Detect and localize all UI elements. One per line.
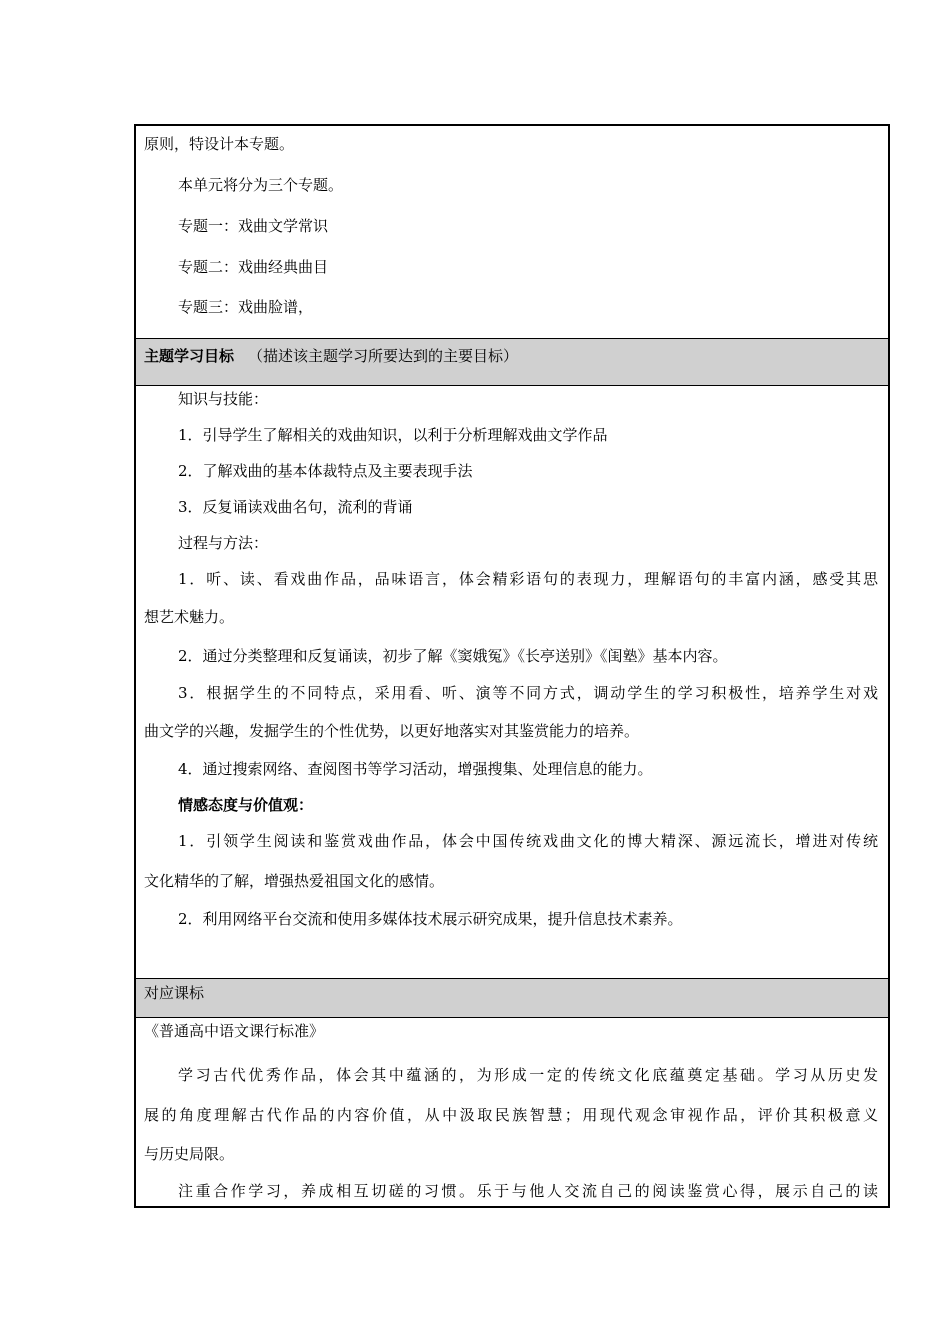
standards-reference: 《普通高中语文课行标准》 <box>144 1022 325 1040</box>
lesson-plan-table <box>134 124 890 1208</box>
goals-header-text <box>144 347 518 365</box>
standards-header-title: 对应课标 <box>144 984 205 1002</box>
process-item-3a: 3．根据学生的不同特点，采用看、听、演等不同方式，调动学生的学习积极性，培养学生对戏 <box>178 684 878 702</box>
standards-para-1b: 展的角度理解古代作品的内容价值，从中汲取民族智慧；用现代观念审视作品，评价其积极意义 <box>144 1106 878 1124</box>
knowledge-title: 知识与技能： <box>178 390 269 408</box>
topic-2: 专题二：戏曲经典曲目 <box>178 258 329 276</box>
standards-section <box>136 1018 888 1210</box>
standards-para-2a: 注重合作学习，养成相互切磋的习惯。乐于与他人交流自己的阅读鉴赏心得，展示自己的读 <box>178 1182 878 1200</box>
emotion-item-2: 2．利用网络平台交流和使用多媒体技术展示研究成果，提升信息技术素养。 <box>178 910 683 928</box>
knowledge-item-2: 2．了解戏曲的基本体裁特点及主要表现手法 <box>178 462 473 480</box>
process-title: 过程与方法： <box>178 534 269 552</box>
goals-header-note: （描述该主题学习所要达到的主要目标） <box>248 347 519 365</box>
standards-para-1c: 与历史局限。 <box>144 1145 235 1163</box>
process-item-3b: 曲文学的兴趣，发掘学生的个性优势，以更好地落实对其鉴赏能力的培养。 <box>144 722 640 740</box>
intro-line-2: 本单元将分为三个专题。 <box>178 176 344 194</box>
intro-line-1: 原则，特设计本专题。 <box>144 135 295 153</box>
topic-1: 专题一：戏曲文学常识 <box>178 217 329 235</box>
emotion-title: 情感态度与价值观： <box>178 796 314 814</box>
emotion-item-1b: 文化精华的了解，增强热爱祖国文化的感情。 <box>144 872 445 890</box>
process-item-4: 4．通过搜索网络、查阅图书等学习活动，增强搜集、处理信息的能力。 <box>178 760 653 778</box>
process-item-1b: 想艺术魅力。 <box>144 608 235 626</box>
emotion-item-1a: 1．引领学生阅读和鉴赏戏曲作品，体会中国传统戏曲文化的博大精深、源远流长，增进对传统 <box>178 832 878 850</box>
goals-header <box>136 338 888 386</box>
intro-section <box>136 126 888 338</box>
knowledge-item-3: 3．反复诵读戏曲名句，流利的背诵 <box>178 498 413 516</box>
topic-3: 专题三：戏曲脸谱， <box>178 298 314 316</box>
process-item-1a: 1．听、读、看戏曲作品，品味语言，体会精彩语句的表现力，理解语句的丰富内涵，感受其思 <box>178 570 878 588</box>
goals-header-title: 主题学习目标 <box>144 347 235 365</box>
standards-para-1a: 学习古代优秀作品，体会其中蕴涵的，为形成一定的传统文化底蕴奠定基础。学习从历史发 <box>178 1066 878 1084</box>
knowledge-item-1: 1．引导学生了解相关的戏曲知识，以利于分析理解戏曲文学作品 <box>178 426 608 444</box>
process-item-2: 2．通过分类整理和反复诵读，初步了解《窦娥冤》《长亭送别》《闺塾》基本内容。 <box>178 647 728 665</box>
standards-header <box>136 978 888 1018</box>
goals-section <box>136 386 888 978</box>
